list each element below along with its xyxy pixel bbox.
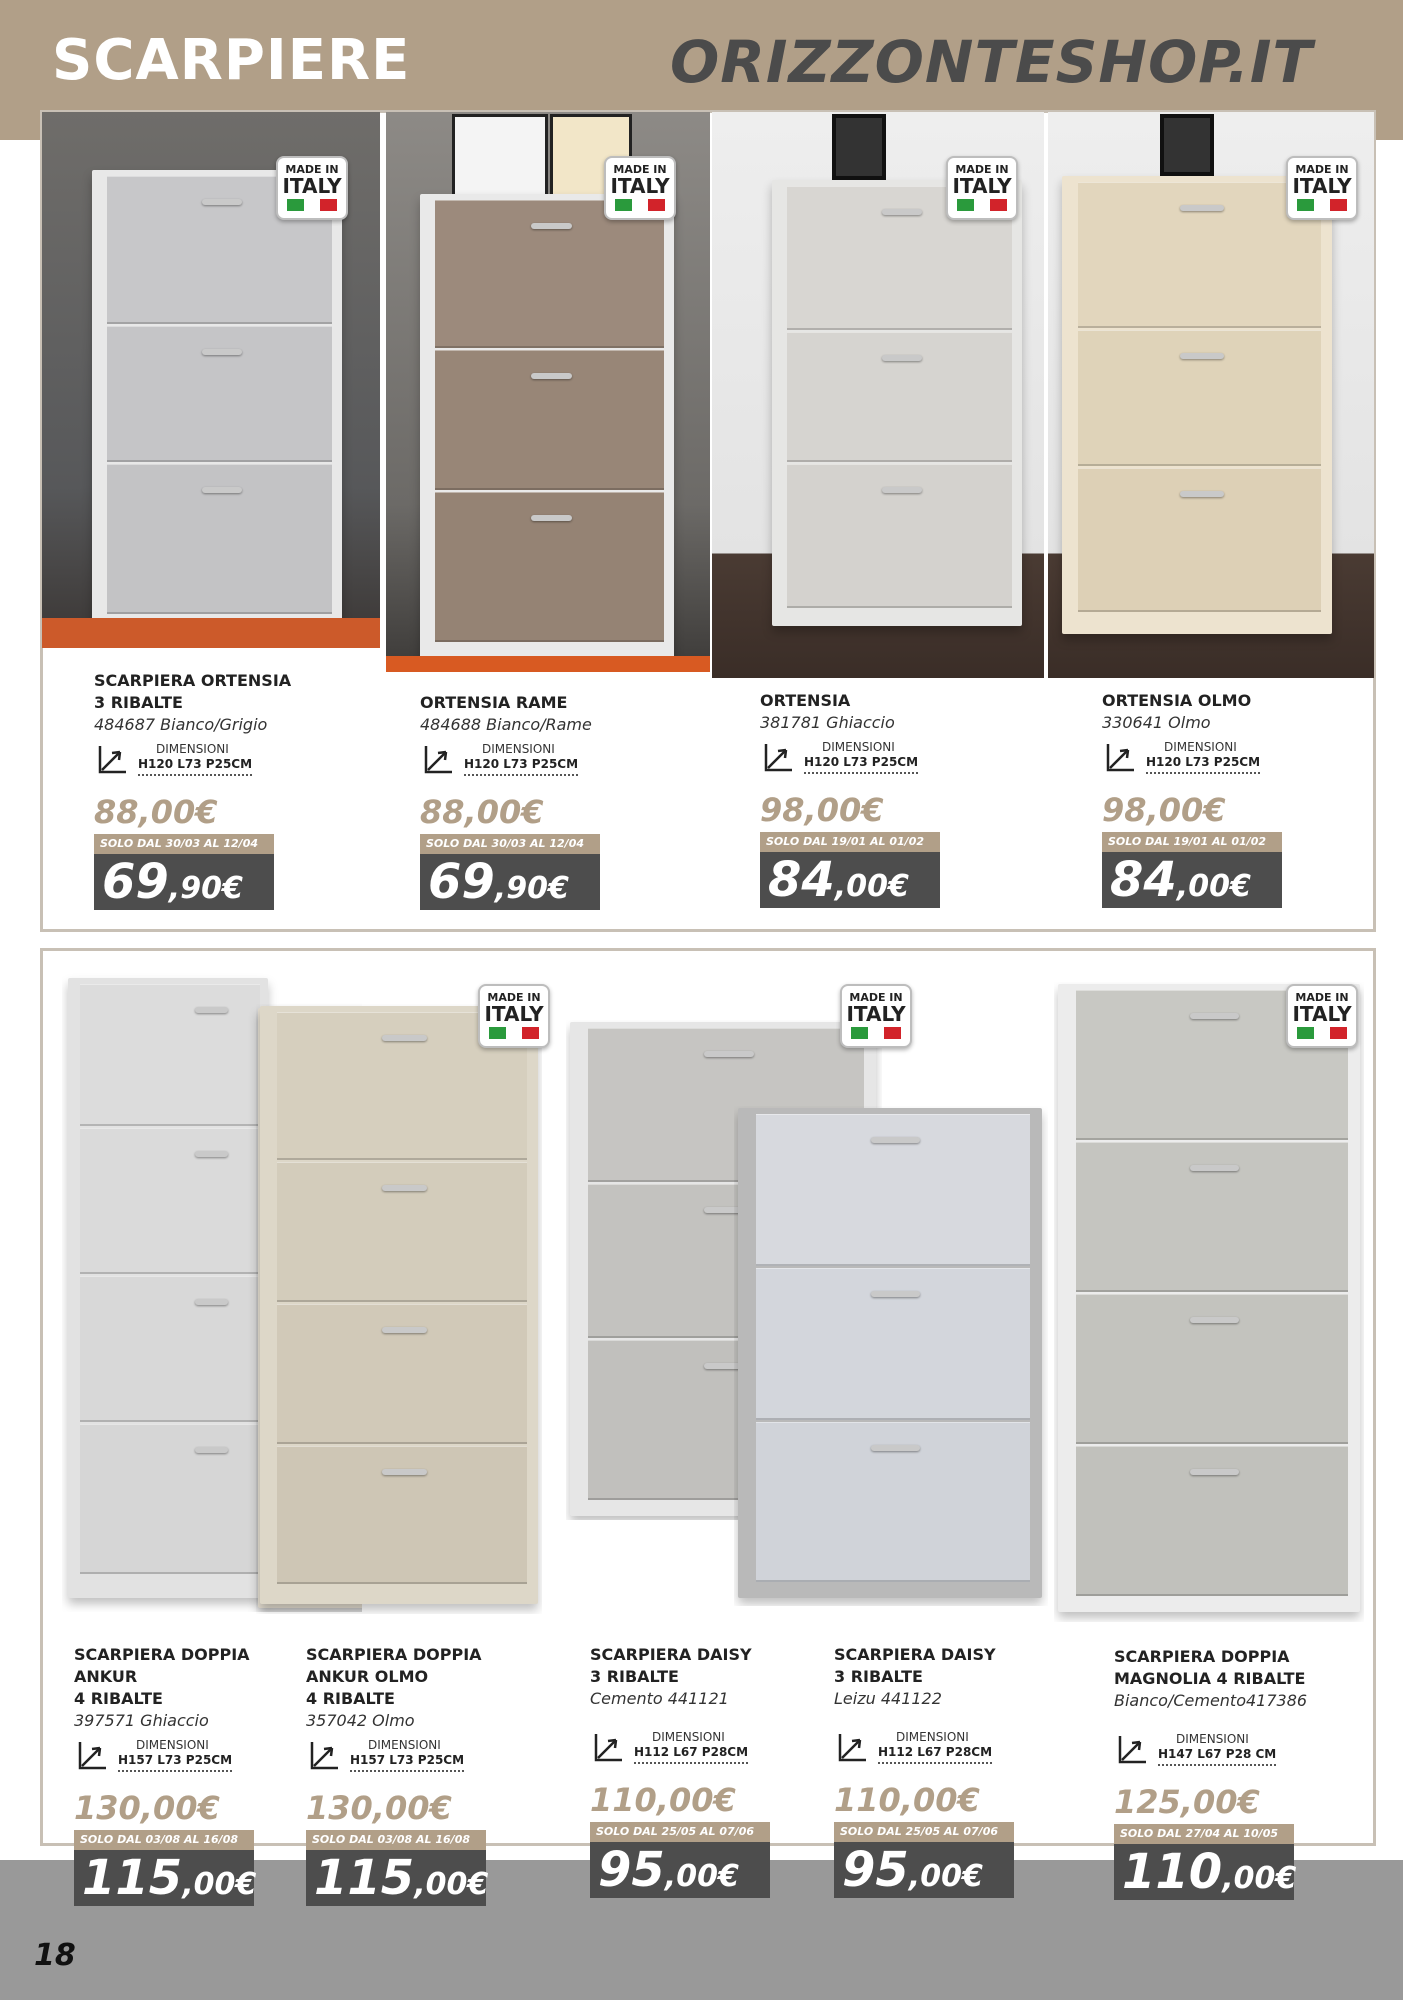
product-name: SCARPIERA DOPPIA: [74, 1645, 250, 1664]
product-code: 330641 Olmo: [1102, 713, 1211, 732]
product-card: [74, 1644, 274, 1906]
page-number: 18: [34, 1938, 76, 1973]
validity-dates: SOLO DAL 27/04 AL 10/05: [1114, 1824, 1294, 1844]
shoe-cabinet: [68, 978, 268, 1598]
product-card: [94, 670, 294, 910]
dimensions-value: H157 L73 P25CM: [350, 1753, 465, 1767]
dimensions-value: H157 L73 P25CM: [118, 1753, 233, 1767]
dimensions-value: H120 L73 P25CM: [1146, 755, 1261, 769]
product-photo-daisy-leizu[interactable]: [734, 1106, 1048, 1606]
old-price: 88,00€: [420, 793, 544, 831]
dimensions: DIMENSIONI H112 L67 P28CM: [834, 1730, 1034, 1770]
made-in-italy-badge: MADE IN ITALY: [1286, 156, 1358, 220]
product-name: ORTENSIA OLMO: [1102, 691, 1252, 710]
product-code: 357042 Olmo: [306, 1711, 415, 1730]
old-price: 125,00€: [1114, 1783, 1260, 1821]
made-in-italy-badge: MADE IN ITALY: [276, 156, 348, 220]
product-card: [420, 692, 620, 910]
validity-dates: SOLO DAL 19/01 AL 01/02: [1102, 832, 1282, 852]
product-name: ORTENSIA: [760, 691, 851, 710]
validity-dates: SOLO DAL 25/05 AL 07/06: [834, 1822, 1014, 1842]
sale-price: 115,00€: [74, 1850, 254, 1906]
dimensions: DIMENSIONI H120 L73 P25CM: [94, 742, 294, 782]
product-code: Cemento 441121: [590, 1689, 729, 1708]
product-name: SCARPIERA DOPPIA: [1114, 1647, 1290, 1666]
product-code: 484687 Bianco/Grigio: [94, 715, 268, 734]
product-card: [306, 1644, 506, 1906]
product-name: SCARPIERA ORTENSIA: [94, 671, 292, 690]
old-price: 110,00€: [834, 1781, 980, 1819]
dimensions-value: H120 L73 P25CM: [464, 757, 579, 771]
shoe-cabinet: [1058, 984, 1360, 1612]
old-price: 98,00€: [1102, 791, 1226, 829]
product-card: [590, 1644, 790, 1898]
validity-dates: SOLO DAL 25/05 AL 07/06: [590, 1822, 770, 1842]
shoe-cabinet: [92, 170, 342, 630]
product-photo-ankur-olmo[interactable]: [256, 1004, 542, 1614]
product-code: Bianco/Cemento417386: [1114, 1691, 1308, 1710]
dimensions: DIMENSIONI H120 L73 P25CM: [1102, 740, 1302, 780]
product-code: Leizu 441122: [834, 1689, 942, 1708]
sale-price: 69,90€: [420, 854, 600, 910]
product-code: 397571 Ghiaccio: [74, 1711, 209, 1730]
dimensions: DIMENSIONI H112 L67 P28CM: [590, 1730, 790, 1770]
product-name-line2: ANKUR: [74, 1667, 138, 1686]
dimensions-icon: [420, 742, 456, 778]
sale-price: 84,00€: [760, 852, 940, 908]
dimensions-icon: [590, 1730, 626, 1766]
dimensions: DIMENSIONI H157 L73 P25CM: [74, 1738, 274, 1778]
product-name: SCARPIERA DAISY: [590, 1645, 752, 1664]
product-name-line3: 4 RIBALTE: [74, 1689, 163, 1708]
dimensions-icon: [306, 1738, 342, 1774]
shoe-cabinet: [772, 180, 1022, 626]
product-name-line3: 4 RIBALTE: [306, 1689, 395, 1708]
validity-dates: SOLO DAL 03/08 AL 16/08: [306, 1830, 486, 1850]
old-price: 130,00€: [74, 1789, 220, 1827]
dimensions-icon: [1102, 740, 1138, 776]
product-card: [760, 690, 960, 908]
dimensions-value: H112 L67 P28CM: [634, 1745, 749, 1759]
dimensions: DIMENSIONI H120 L73 P25CM: [760, 740, 960, 780]
dimensions-icon: [74, 1738, 110, 1774]
product-name-line2: 3 RIBALTE: [94, 693, 183, 712]
sale-price: 69,90€: [94, 854, 274, 910]
dimensions-icon: [94, 742, 130, 778]
category-title: SCARPIERE: [52, 28, 411, 93]
made-in-italy-badge: MADE IN ITALY: [478, 984, 550, 1048]
sale-price: 110,00€: [1114, 1844, 1294, 1900]
dimensions: DIMENSIONI H147 L67 P28 CM: [1114, 1732, 1314, 1772]
shoe-cabinet: [420, 194, 674, 662]
dimensions-value: H112 L67 P28CM: [878, 1745, 993, 1759]
old-price: 110,00€: [590, 1781, 736, 1819]
dimensions: DIMENSIONI H120 L73 P25CM: [420, 742, 620, 782]
dimensions: DIMENSIONI H157 L73 P25CM: [306, 1738, 506, 1778]
product-card: [834, 1644, 1034, 1898]
dimensions-icon: [760, 740, 796, 776]
dimensions-value: H120 L73 P25CM: [138, 757, 253, 771]
dimensions-icon: [834, 1730, 870, 1766]
product-code: 381781 Ghiaccio: [760, 713, 895, 732]
product-card: [1102, 690, 1302, 908]
validity-dates: SOLO DAL 19/01 AL 01/02: [760, 832, 940, 852]
made-in-italy-badge: MADE IN ITALY: [840, 984, 912, 1048]
sale-price: 84,00€: [1102, 852, 1282, 908]
shoe-cabinet: [1062, 176, 1332, 634]
old-price: 130,00€: [306, 1789, 452, 1827]
validity-dates: SOLO DAL 03/08 AL 16/08: [74, 1830, 254, 1850]
validity-dates: SOLO DAL 30/03 AL 12/04: [94, 834, 274, 854]
dimensions-value: H120 L73 P25CM: [804, 755, 919, 769]
sale-price: 115,00€: [306, 1850, 486, 1906]
product-name: SCARPIERA DAISY: [834, 1645, 996, 1664]
made-in-italy-badge: MADE IN ITALY: [946, 156, 1018, 220]
sale-price: 95,00€: [834, 1842, 1014, 1898]
product-name-line2: 3 RIBALTE: [590, 1667, 679, 1686]
dimensions-icon: [1114, 1732, 1150, 1768]
product-name: SCARPIERA DOPPIA: [306, 1645, 482, 1664]
product-card: [1114, 1646, 1314, 1900]
old-price: 98,00€: [760, 791, 884, 829]
product-name-line2: MAGNOLIA 4 RIBALTE: [1114, 1669, 1306, 1688]
validity-dates: SOLO DAL 30/03 AL 12/04: [420, 834, 600, 854]
product-name: ORTENSIA RAME: [420, 693, 568, 712]
old-price: 88,00€: [94, 793, 218, 831]
dimensions-value: H147 L67 P28 CM: [1158, 1747, 1277, 1761]
shoe-cabinet: [738, 1108, 1042, 1598]
shoe-cabinet: [260, 1006, 538, 1604]
product-name-line2: ANKUR OLMO: [306, 1667, 429, 1686]
product-name-line2: 3 RIBALTE: [834, 1667, 923, 1686]
shop-name[interactable]: ORIZZONTESHOP.IT: [669, 28, 1313, 96]
product-code: 484688 Bianco/Rame: [420, 715, 592, 734]
product-photo-magnolia[interactable]: [1054, 982, 1364, 1622]
made-in-italy-badge: MADE IN ITALY: [604, 156, 676, 220]
made-in-italy-badge: MADE IN ITALY: [1286, 984, 1358, 1048]
sale-price: 95,00€: [590, 1842, 770, 1898]
